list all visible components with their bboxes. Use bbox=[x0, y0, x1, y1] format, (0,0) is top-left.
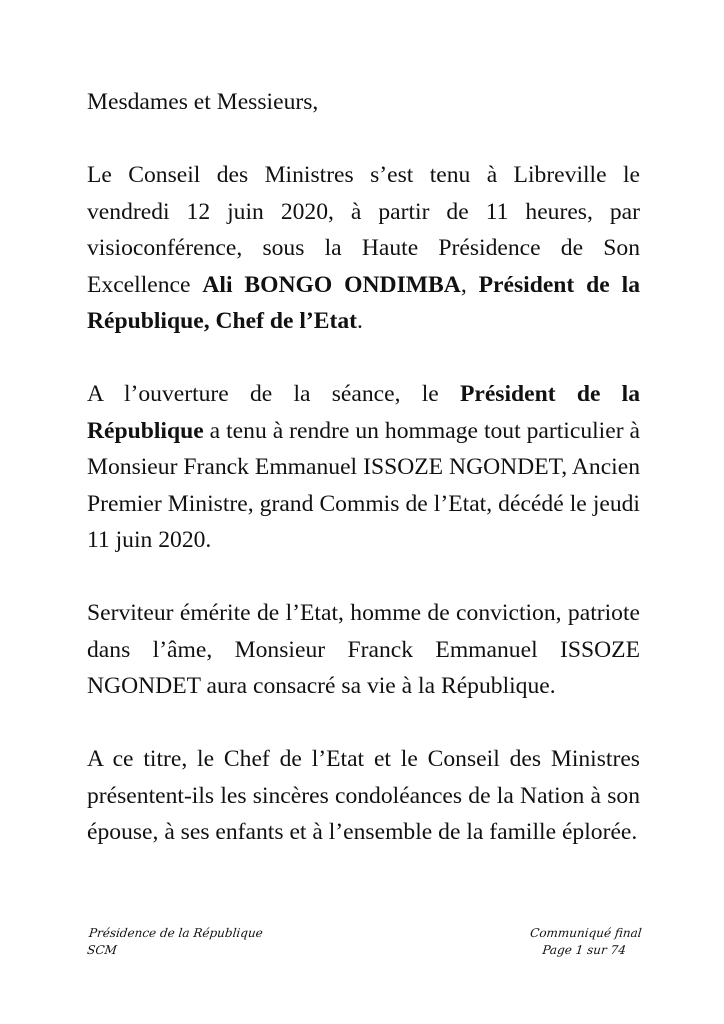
page-number: Page 1 sur 74 bbox=[541, 943, 627, 957]
text-run: . bbox=[357, 308, 363, 334]
footer-document-type: Communiqué final bbox=[529, 926, 643, 940]
paragraph-council-meeting bbox=[87, 157, 640, 340]
text-run: , bbox=[460, 271, 479, 298]
text-run: A l’ouverture de la séance, le bbox=[87, 381, 460, 407]
footer-right bbox=[518, 925, 652, 959]
salutation: Mesdames et Messieurs, bbox=[87, 89, 319, 115]
paragraph-servant bbox=[87, 595, 640, 705]
footer-issuer: Présidence de la République bbox=[88, 926, 264, 940]
text-run: Le Conseil des Ministres s’est tenu à Libreville le vendredi 12 juin 2020, à partir de 11 heures, par visioconférence, sous la Haute Présidence de Son Excellence bbox=[87, 162, 640, 298]
bold-text-run: Président de la République, Chef de l’Etat bbox=[87, 271, 641, 334]
bold-text-run: Ali BONGO ONDIMBA bbox=[202, 271, 461, 298]
text-run: A ce titre, le Chef de l’Etat et le Conseil des Ministres présentent-ils les sincères condoléances de la Nation à son épouse, à ses enfants et à l’ensemble de la famille éplorée. bbox=[87, 746, 640, 845]
paragraph-condolences bbox=[87, 741, 640, 851]
document-body bbox=[87, 84, 640, 887]
footer-left bbox=[86, 925, 263, 959]
text-run: Serviteur émérite de l’Etat, homme de conviction, patriote dans l’âme, Monsieur Franck Emmanuel ISSOZE NGONDET aura consacré sa vie à la République. bbox=[87, 600, 640, 699]
text-run: a tenu à rendre un hommage tout particulier à Monsieur Franck Emmanuel ISSOZE NGONDET, Ancien Premier Ministre, grand Commis de l’Etat, décédé le jeudi 11 juin 2020. bbox=[87, 417, 640, 553]
paragraph-tribute bbox=[87, 376, 640, 559]
footer-department: SCM bbox=[86, 943, 118, 957]
bold-text-run: Président de la République bbox=[87, 381, 640, 444]
